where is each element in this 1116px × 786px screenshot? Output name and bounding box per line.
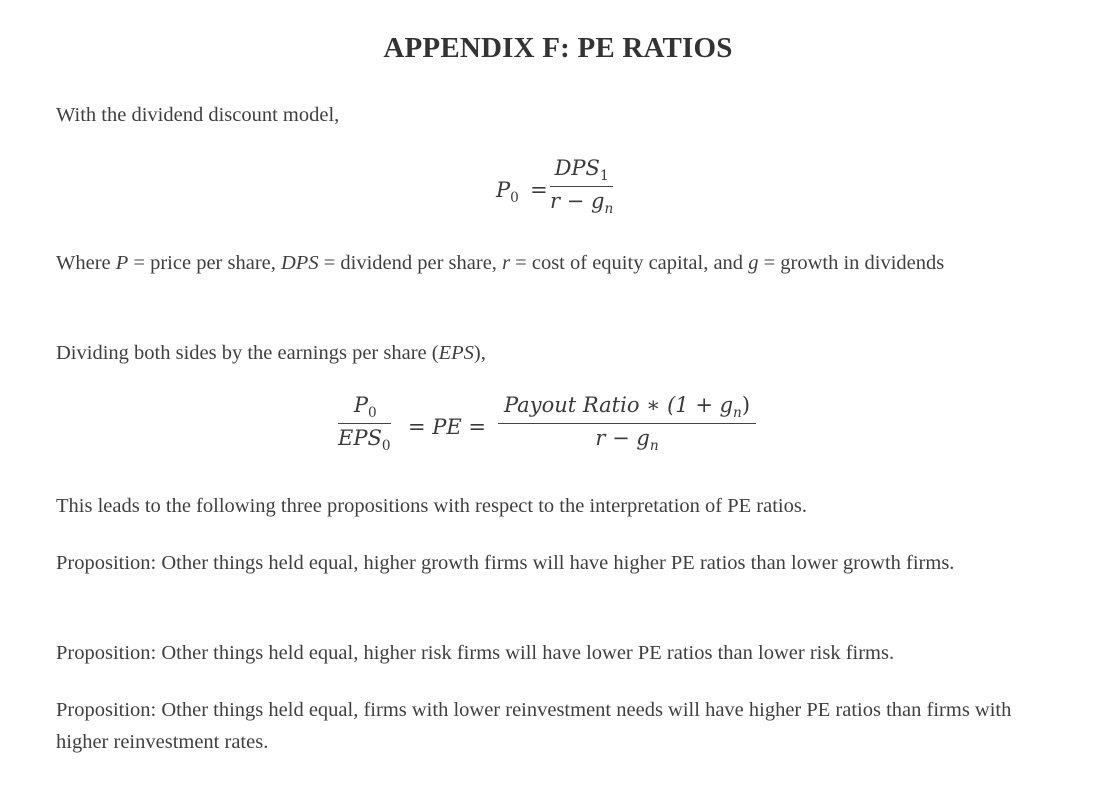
formula1-denominator xyxy=(550,187,613,217)
dividing-text-1: Dividing both sides by the earnings per share ( xyxy=(56,342,439,364)
formula1-numerator-subscript: 1 xyxy=(599,168,609,185)
formula1-numerator-text: DPS xyxy=(554,156,600,180)
formula2-right-num-close: ) xyxy=(741,393,751,417)
formula2-right-fraction xyxy=(498,393,756,454)
dividing-var-eps: EPS xyxy=(438,342,474,364)
where-text-1: Where xyxy=(56,252,116,274)
formula2-left-fraction xyxy=(338,393,391,454)
where-paragraph xyxy=(56,247,1066,279)
where-var-dps: DPS xyxy=(281,252,319,274)
proposition-growth: Proposition: Other things held equal, higher growth firms will have higher PE ratios than lower growth firms. xyxy=(56,552,955,574)
dividing-text-2: ), xyxy=(473,342,486,364)
leads-paragraph: This leads to the following three propositions with respect to the interpretation of PE ratios. xyxy=(56,495,807,517)
formula2-left-numerator xyxy=(338,393,391,424)
formula2-right-den-text: r − g xyxy=(595,426,650,451)
formula1-numerator xyxy=(550,156,613,187)
where-text-2: = price per share, xyxy=(128,252,281,274)
where-text-5: = growth in dividends xyxy=(758,252,945,274)
proposition-reinvestment: Proposition: Other things held equal, firms with lower reinvestment needs will have higher PE ratios than firms with higher reinvestment rates. xyxy=(56,699,1012,753)
formula1-lhs-symbol: P xyxy=(496,178,511,202)
formula1-denominator-subscript: n xyxy=(604,201,614,218)
formula2-middle: = PE = xyxy=(408,415,487,439)
formula2-right-denominator xyxy=(498,424,756,454)
where-var-r: r xyxy=(502,252,511,274)
formula2-right-num-text: Payout Ratio ∗ (1 + g xyxy=(504,393,734,417)
formula1-equals: = xyxy=(530,178,548,202)
formula1-fraction xyxy=(550,156,613,217)
formula2-right-den-subscript: n xyxy=(649,438,659,455)
formula1-lhs xyxy=(496,178,548,206)
page-title: APPENDIX F: PE RATIOS xyxy=(383,32,733,64)
formula2-left-den-text: EPS xyxy=(338,426,382,451)
formula2-left-num-subscript: 0 xyxy=(368,405,377,422)
formula2-left-den-subscript: 0 xyxy=(381,438,391,455)
where-text-4: = cost of equity capital, and xyxy=(510,252,749,274)
dividing-paragraph xyxy=(56,337,1066,369)
where-text-3: = dividend per share, xyxy=(318,252,503,274)
formula1-denominator-text: r − g xyxy=(550,189,605,214)
formula2-left-num-text: P xyxy=(353,393,368,417)
where-var-p: P xyxy=(115,252,129,274)
where-var-g: g xyxy=(748,252,759,274)
formula1-lhs-subscript: 0 xyxy=(510,190,519,207)
formula2-right-numerator xyxy=(498,393,756,424)
intro-paragraph: With the dividend discount model, xyxy=(56,104,340,126)
proposition-risk: Proposition: Other things held equal, higher risk firms will have lower PE ratios than lower risk firms. xyxy=(56,642,895,664)
formula2-left-denominator xyxy=(338,424,391,454)
formula2-right-num-subscript: n xyxy=(733,405,742,422)
